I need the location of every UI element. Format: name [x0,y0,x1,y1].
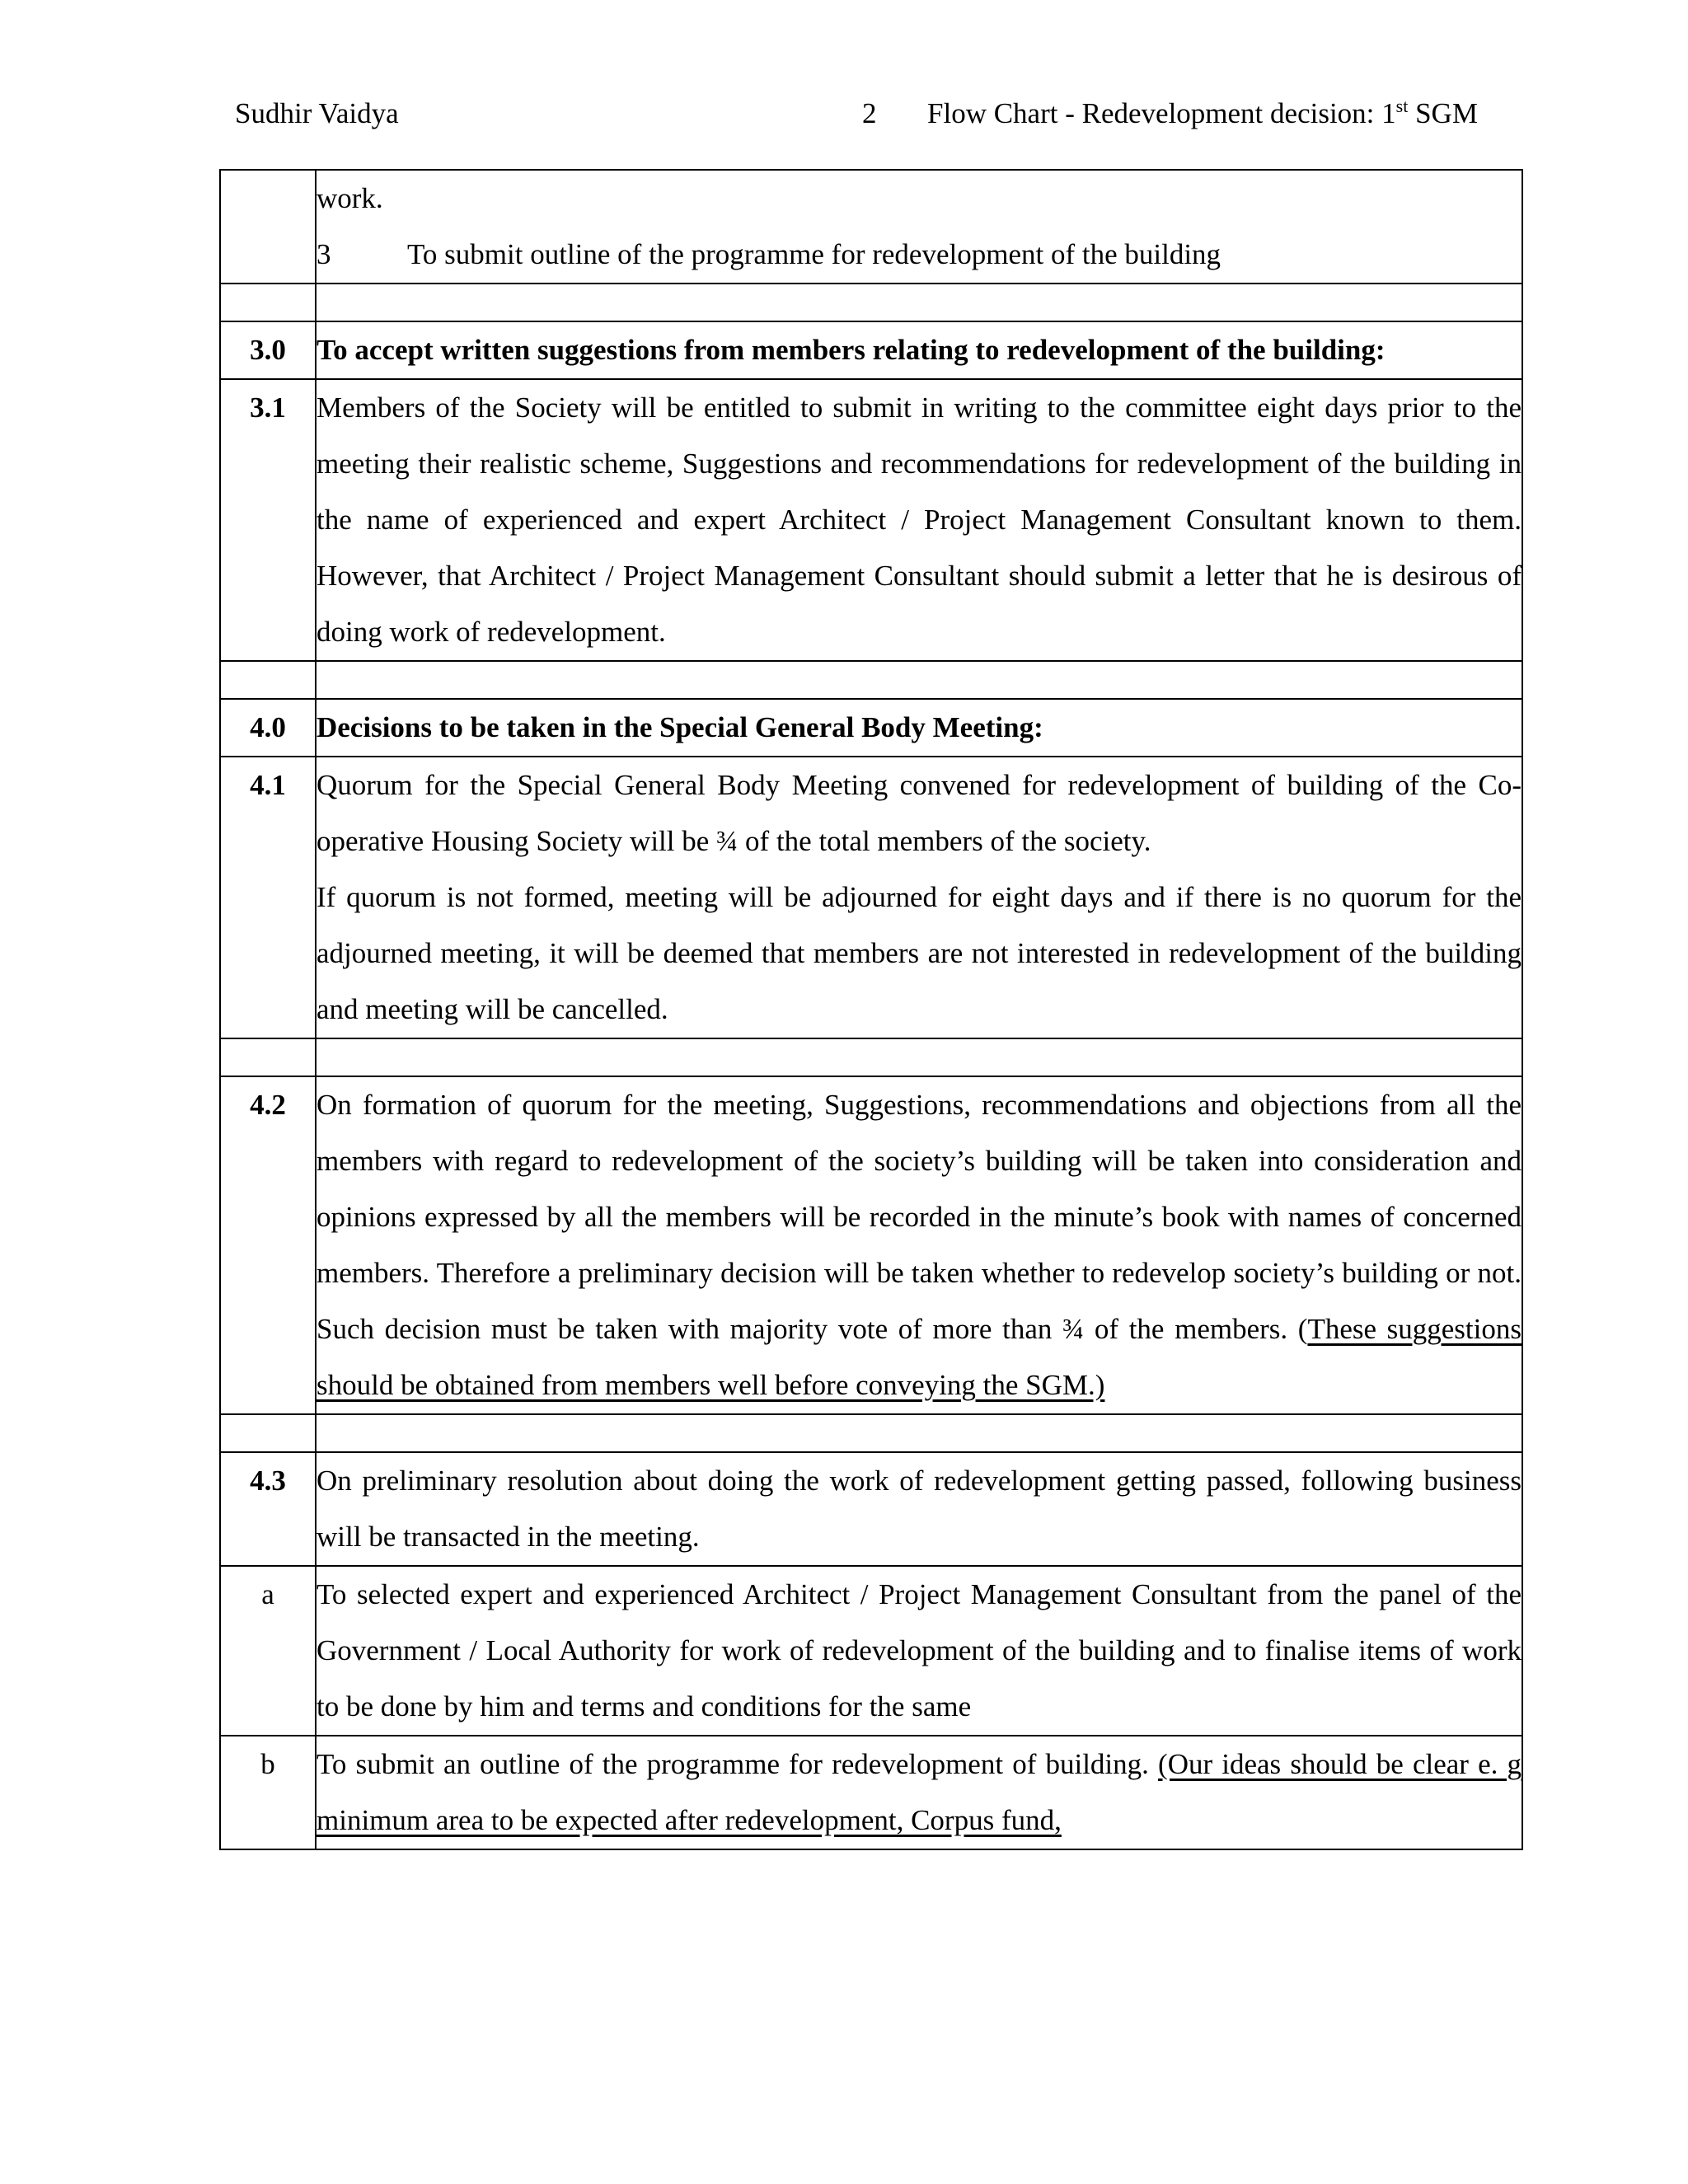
table-row [220,321,1522,379]
table-row [220,379,1522,661]
section-heading-text: Decisions to be taken in the Special General Body Meeting: [316,711,1043,743]
section-number: 3.0 [220,321,316,379]
section-text [316,1736,1522,1849]
section-heading [316,699,1522,757]
table-row [220,699,1522,757]
section-text: On preliminary resolution about doing the work of redevelopment getting passed, following business will be transacted in the meeting. [316,1452,1522,1566]
continued-text: work. [316,182,383,214]
section-heading [316,321,1522,379]
item-letter: a [220,1566,316,1736]
row-text [316,170,1522,284]
underlined-note: (Our ideas should be clear e. g minimum area to be expected after redevelopment, Corpus fund, [316,1748,1522,1836]
table-row [220,1736,1522,1849]
item-letter: b [220,1736,316,1849]
header-title-sup: st [1395,96,1409,116]
section-text-main: On formation of quorum for the meeting, Suggestions, recommendations and objections from all the members with regard to redevelopment of the society’s building will be taken into consideration and opinions expressed by all the members will be recorded in the minute’s book with names of concerned members. Therefore a preliminary decision will be taken whether to redevelop society’s building or not. Such decision must be taken with majority vote of more than ¾ of the members. ( [316,1089,1522,1345]
header-author: Sudhir Vaidya [235,97,399,129]
section-heading-text: To accept written suggestions from members relating to redevelopment of the building: [316,334,1386,366]
list-item-number: 3 [316,238,331,270]
table-row [220,1076,1522,1414]
paragraph: Quorum for the Special General Body Meeting convened for redevelopment of building of the Co-operative Housing Society will be ¾ of the total members of the society. [316,769,1522,857]
section-text: To selected expert and experienced Architect / Project Management Consultant from the panel of the Government / Local Authority for work of redevelopment of the building and to finalise items of work to be done by him and terms and conditions for the same [316,1566,1522,1736]
spacer-row [220,1414,1522,1452]
section-number: 4.2 [220,1076,316,1414]
spacer-row [220,1038,1522,1076]
table-row [220,170,1522,284]
table-row [220,757,1522,1038]
underlined-note: These suggestions should be obtained from members well before conveying the SGM.) [316,1313,1522,1401]
header-title [927,96,1478,132]
section-number: 4.0 [220,699,316,757]
section-number: 4.3 [220,1452,316,1566]
section-number: 3.1 [220,379,316,661]
section-text: Members of the Society will be entitled to submit in writing to the committee eight days prior to the meeting their realistic scheme, Suggestions and recommendations for redevelopment of the building in the name of experienced and expert Architect / Project Management Consultant known to them. However, that Architect / Project Management Consultant should submit a letter that he is desirous of doing work of redevelopment. [316,379,1522,661]
page-number: 2 [862,97,877,129]
list-item [316,227,1522,283]
section-number: 4.1 [220,757,316,1038]
spacer-row [220,284,1522,321]
spacer-row [220,661,1522,699]
header-title-prefix: Flow Chart - Redevelopment decision: 1 [927,97,1396,129]
table-row [220,1452,1522,1566]
section-text [316,757,1522,1038]
table-row [220,1566,1522,1736]
section-text-main: To submit an outline of the programme for redevelopment of building. [316,1748,1159,1780]
header-title-suffix: SGM [1408,97,1478,129]
section-text [316,1076,1522,1414]
row-number [220,170,316,284]
list-item-text: To submit outline of the programme for redevelopment of the building [407,238,1221,270]
content-table [219,169,1523,1850]
paragraph: If quorum is not formed, meeting will be adjourned for eight days and if there is no quorum for the adjourned meeting, it will be deemed that members are not interested in redevelopment of the building and meeting will be cancelled. [316,881,1522,1025]
